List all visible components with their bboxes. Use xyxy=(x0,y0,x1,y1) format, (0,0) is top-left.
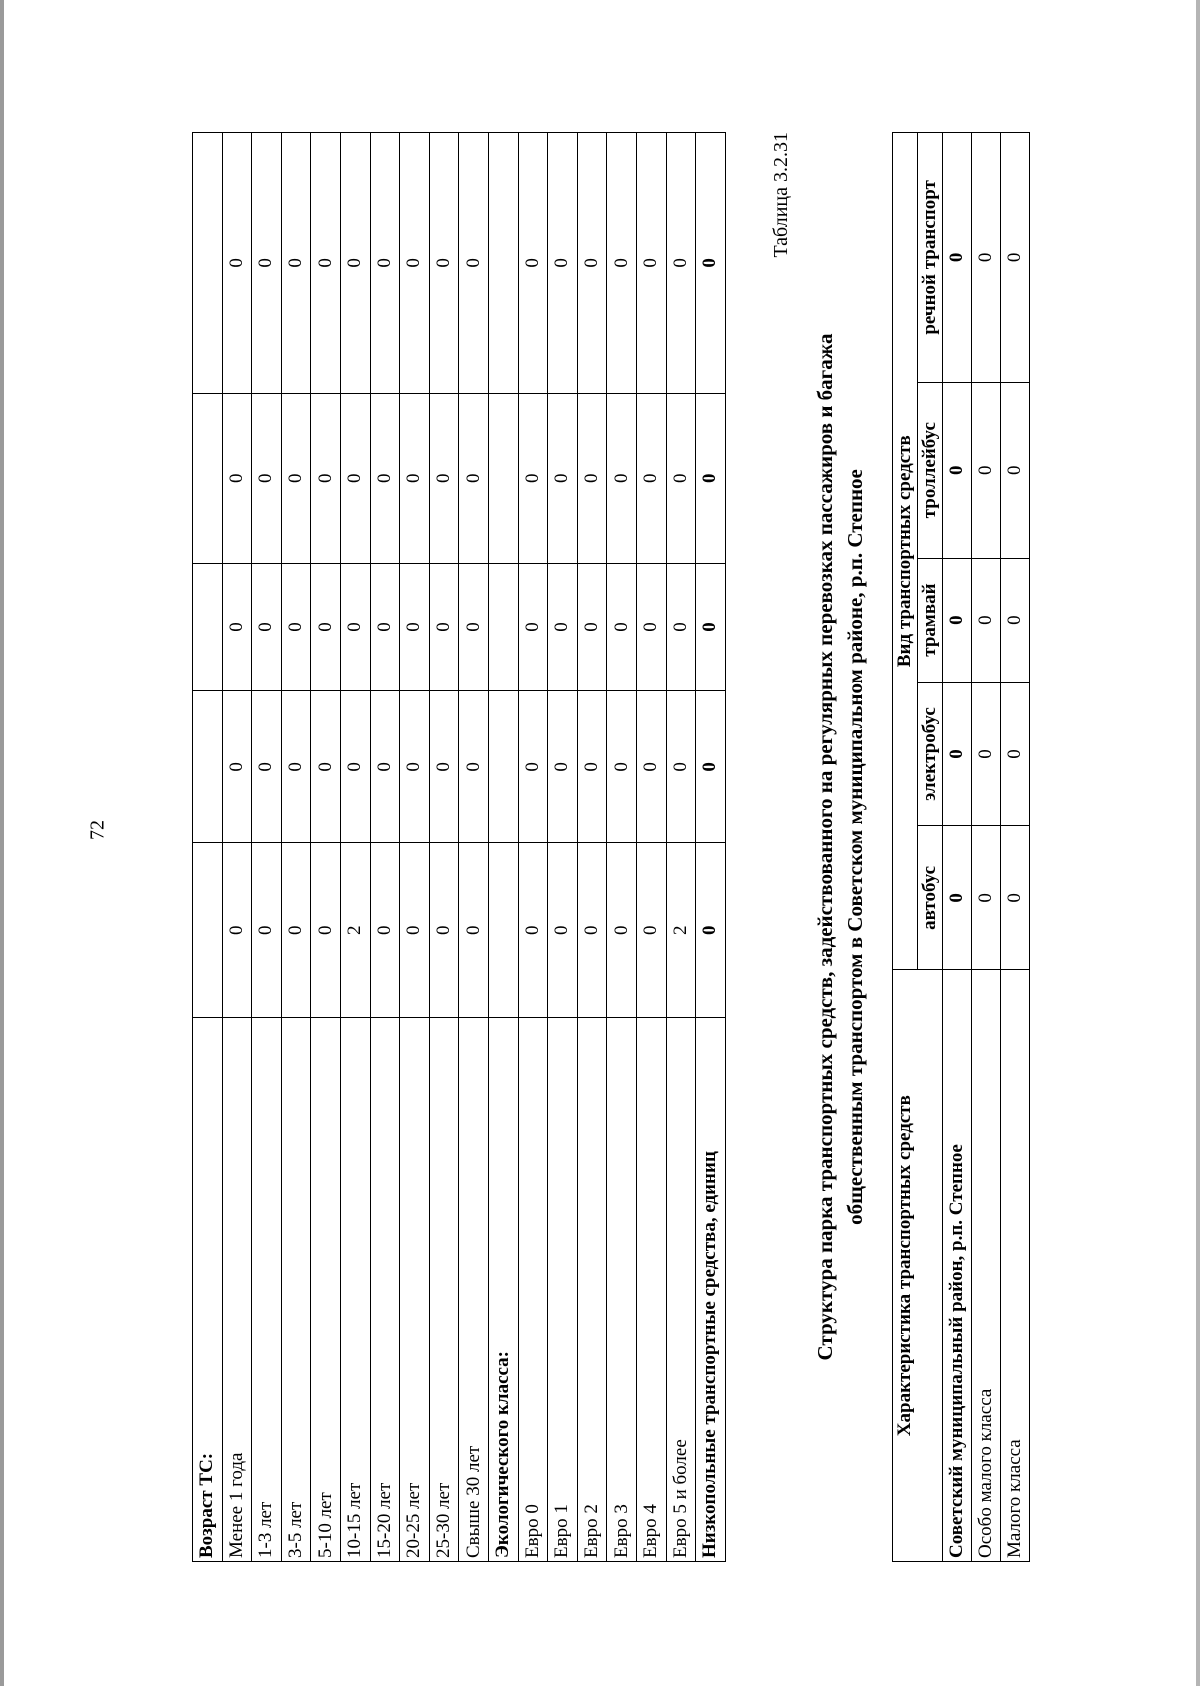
table-row xyxy=(281,133,311,1562)
table-row xyxy=(972,133,1001,1562)
cell-value xyxy=(193,843,223,1018)
cell-value xyxy=(193,133,223,394)
cell-value: 0 xyxy=(636,393,666,563)
scan-edge-left xyxy=(0,0,4,1686)
cell-value: 0 xyxy=(281,843,311,1018)
cell-value: 0 xyxy=(252,691,282,843)
table-row xyxy=(252,133,282,1562)
cell-value xyxy=(488,563,518,691)
fleet-structure-table-header xyxy=(893,133,943,1562)
cell-value: 0 xyxy=(636,563,666,691)
cell-value: 0 xyxy=(252,843,282,1018)
table-row xyxy=(311,133,341,1562)
cell-value: 0 xyxy=(666,691,696,843)
column-header: трамвай xyxy=(918,558,943,682)
cell-value: 0 xyxy=(252,393,282,563)
cell-value: 0 xyxy=(972,558,1001,682)
cell-value: 0 xyxy=(666,133,696,394)
cell-value: 0 xyxy=(429,563,459,691)
row-label: Советский муниципальный район, р.п. Степное xyxy=(943,970,972,1562)
cell-value: 0 xyxy=(696,691,726,843)
cell-value: 0 xyxy=(943,682,972,826)
table-row xyxy=(636,133,666,1562)
cell-value: 0 xyxy=(518,691,548,843)
row-label: 1-3 лет xyxy=(252,1018,282,1562)
row-label: 5-10 лет xyxy=(311,1018,341,1562)
cell-value xyxy=(193,393,223,563)
vehicle-age-table-body xyxy=(193,133,726,1562)
column-header: речной транспорт xyxy=(918,133,943,383)
table-caption-line-2: общественным транспортом в Советском муниципальном районе, р.п. Степное xyxy=(843,469,867,1225)
cell-value: 0 xyxy=(340,691,370,843)
column-header: автобус xyxy=(918,826,943,970)
fleet-structure-table-body xyxy=(943,133,1030,1562)
cell-value xyxy=(488,133,518,394)
cell-value: 0 xyxy=(222,133,252,394)
cell-value: 0 xyxy=(222,393,252,563)
table-row xyxy=(943,133,972,1562)
cell-value: 0 xyxy=(636,843,666,1018)
cell-value: 0 xyxy=(607,393,637,563)
cell-value: 0 xyxy=(607,563,637,691)
cell-value: 0 xyxy=(548,691,578,843)
cell-value: 0 xyxy=(696,563,726,691)
fleet-structure-table xyxy=(892,132,1030,1562)
cell-value: 0 xyxy=(429,393,459,563)
cell-value: 0 xyxy=(1001,133,1030,383)
row-label: Экологического класса: xyxy=(488,1018,518,1562)
cell-value: 0 xyxy=(311,563,341,691)
cell-value: 0 xyxy=(311,843,341,1018)
row-label: Евро 5 и более xyxy=(666,1018,696,1562)
cell-value: 0 xyxy=(281,133,311,394)
table-row xyxy=(193,133,223,1562)
table-row xyxy=(222,133,252,1562)
cell-value: 0 xyxy=(340,393,370,563)
cell-value: 0 xyxy=(518,393,548,563)
row-label: Евро 3 xyxy=(607,1018,637,1562)
cell-value: 0 xyxy=(311,691,341,843)
row-label: Свыше 30 лет xyxy=(459,1018,489,1562)
row-label: Менее 1 года xyxy=(222,1018,252,1562)
column-header: троллейбус xyxy=(918,382,943,558)
cell-value: 0 xyxy=(340,133,370,394)
cell-value: 0 xyxy=(943,558,972,682)
cell-value xyxy=(193,563,223,691)
cell-value xyxy=(488,393,518,563)
cell-value: 0 xyxy=(222,563,252,691)
cell-value: 0 xyxy=(459,691,489,843)
vehicle-age-table xyxy=(192,132,726,1562)
table-number: Таблица 3.2.31 xyxy=(770,132,792,258)
cell-value: 0 xyxy=(1001,682,1030,826)
cell-value: 0 xyxy=(666,393,696,563)
cell-value: 0 xyxy=(429,133,459,394)
cell-value: 0 xyxy=(607,133,637,394)
cell-value: 0 xyxy=(972,682,1001,826)
row-label: Евро 1 xyxy=(548,1018,578,1562)
header-characteristic: Характеристика транспортных средств xyxy=(893,970,943,1562)
page-number-text: 72 xyxy=(86,820,109,840)
cell-value: 0 xyxy=(311,393,341,563)
cell-value: 0 xyxy=(577,563,607,691)
cell-value: 0 xyxy=(400,691,430,843)
cell-value: 0 xyxy=(518,133,548,394)
table-row xyxy=(577,133,607,1562)
table-caption-line-1: Структура парка транспортных средств, задействованного на регулярных перевозках пассажиров и багажа xyxy=(813,333,837,1361)
table-row xyxy=(459,133,489,1562)
scan-edge-right xyxy=(1196,0,1200,1686)
cell-value: 0 xyxy=(666,563,696,691)
row-label: Особо малого класса xyxy=(972,970,1001,1562)
table-row xyxy=(488,133,518,1562)
table-row xyxy=(696,133,726,1562)
cell-value: 0 xyxy=(972,382,1001,558)
table-row xyxy=(340,133,370,1562)
cell-value: 0 xyxy=(252,133,282,394)
cell-value: 0 xyxy=(943,826,972,970)
cell-value: 0 xyxy=(311,133,341,394)
cell-value: 0 xyxy=(459,133,489,394)
table-row xyxy=(607,133,637,1562)
row-label: 3-5 лет xyxy=(281,1018,311,1562)
table-row xyxy=(518,133,548,1562)
cell-value: 0 xyxy=(222,691,252,843)
rotated-content xyxy=(192,132,1082,1562)
cell-value: 2 xyxy=(340,843,370,1018)
column-header: электробус xyxy=(918,682,943,826)
row-label: Возраст ТС: xyxy=(193,1018,223,1562)
cell-value: 0 xyxy=(400,393,430,563)
table-row xyxy=(370,133,400,1562)
cell-value: 0 xyxy=(400,133,430,394)
cell-value: 0 xyxy=(548,393,578,563)
cell-value: 0 xyxy=(252,563,282,691)
cell-value: 0 xyxy=(607,843,637,1018)
cell-value: 0 xyxy=(636,691,666,843)
row-label: 10-15 лет xyxy=(340,1018,370,1562)
cell-value: 0 xyxy=(696,393,726,563)
cell-value: 0 xyxy=(696,133,726,394)
cell-value: 0 xyxy=(459,393,489,563)
row-label: 20-25 лет xyxy=(400,1018,430,1562)
table-row xyxy=(1001,133,1030,1562)
table-row xyxy=(666,133,696,1562)
cell-value: 0 xyxy=(972,133,1001,383)
cell-value: 0 xyxy=(577,691,607,843)
cell-value: 0 xyxy=(340,563,370,691)
table-row xyxy=(429,133,459,1562)
row-label: Евро 2 xyxy=(577,1018,607,1562)
cell-value xyxy=(488,843,518,1018)
cell-value: 0 xyxy=(696,843,726,1018)
cell-value: 0 xyxy=(577,393,607,563)
cell-value xyxy=(193,691,223,843)
cell-value: 0 xyxy=(548,843,578,1018)
cell-value: 0 xyxy=(400,843,430,1018)
cell-value: 0 xyxy=(370,133,400,394)
table-row xyxy=(548,133,578,1562)
cell-value: 0 xyxy=(281,691,311,843)
cell-value: 0 xyxy=(400,563,430,691)
row-label: 25-30 лет xyxy=(429,1018,459,1562)
cell-value: 0 xyxy=(518,563,548,691)
header-vehicle-type: Вид транспортных средств xyxy=(893,133,918,970)
cell-value: 2 xyxy=(666,843,696,1018)
cell-value xyxy=(488,691,518,843)
cell-value: 0 xyxy=(1001,558,1030,682)
cell-value: 0 xyxy=(281,563,311,691)
cell-value: 0 xyxy=(281,393,311,563)
cell-value: 0 xyxy=(548,133,578,394)
cell-value: 0 xyxy=(1001,826,1030,970)
cell-value: 0 xyxy=(370,843,400,1018)
cell-value: 0 xyxy=(577,843,607,1018)
cell-value: 0 xyxy=(518,843,548,1018)
cell-value: 0 xyxy=(222,843,252,1018)
cell-value: 0 xyxy=(429,843,459,1018)
cell-value: 0 xyxy=(370,563,400,691)
cell-value: 0 xyxy=(1001,382,1030,558)
cell-value: 0 xyxy=(459,563,489,691)
row-label: Евро 0 xyxy=(518,1018,548,1562)
cell-value: 0 xyxy=(429,691,459,843)
cell-value: 0 xyxy=(577,133,607,394)
cell-value: 0 xyxy=(370,691,400,843)
cell-value: 0 xyxy=(972,826,1001,970)
cell-value: 0 xyxy=(607,691,637,843)
cell-value: 0 xyxy=(548,563,578,691)
row-label: Низкопольные транспортные средства, единиц xyxy=(696,1018,726,1562)
table-caption xyxy=(810,132,870,1562)
cell-value: 0 xyxy=(943,382,972,558)
cell-value: 0 xyxy=(459,843,489,1018)
cell-value: 0 xyxy=(943,133,972,383)
row-label: 15-20 лет xyxy=(370,1018,400,1562)
cell-value: 0 xyxy=(370,393,400,563)
row-label: Малого класса xyxy=(1001,970,1030,1562)
table-row xyxy=(400,133,430,1562)
row-label: Евро 4 xyxy=(636,1018,666,1562)
cell-value: 0 xyxy=(636,133,666,394)
